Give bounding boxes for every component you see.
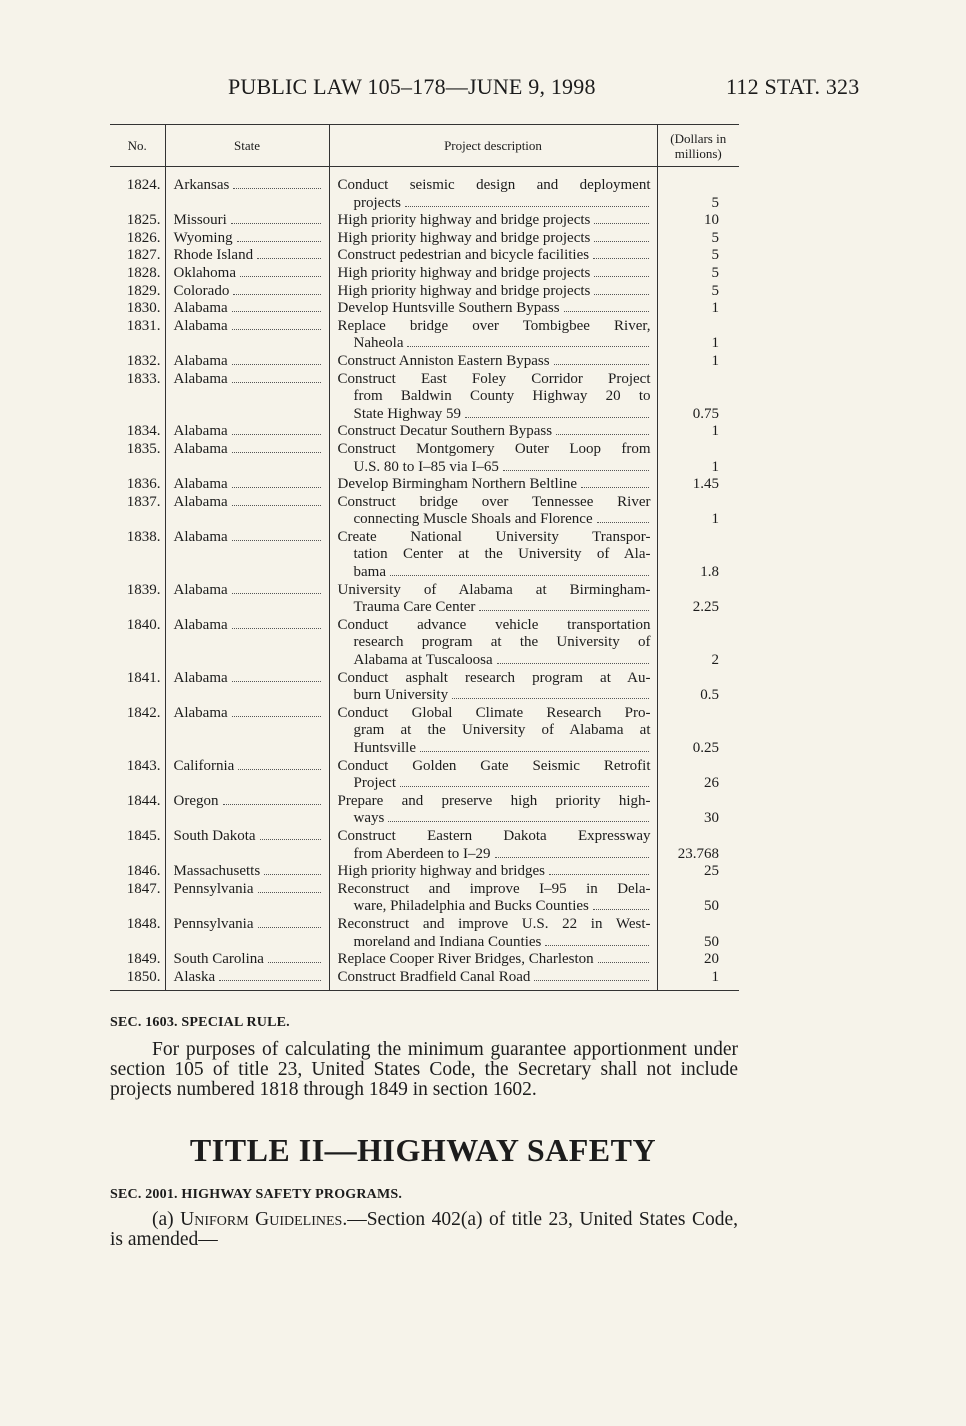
table-row bbox=[110, 212, 739, 230]
cell-number: 1838. bbox=[126, 528, 161, 545]
cell-number: 1842. bbox=[126, 704, 161, 721]
cell-description bbox=[329, 758, 657, 793]
section-1603-text: For purposes of calculating the minimum guarantee apportionment under section 105 of title 23, United States Code, the Secretary shall not include projects numbered 1818 through 1849 in section 1602. bbox=[110, 1039, 738, 1100]
dot-leader bbox=[258, 892, 321, 893]
description-line: moreland and Indiana Counties bbox=[353, 933, 542, 950]
cell-state bbox=[165, 828, 329, 863]
cell-number: 1847. bbox=[126, 880, 161, 897]
cell-description bbox=[329, 476, 657, 494]
description-line: Develop Huntsville Southern Bypass bbox=[337, 300, 560, 317]
dot-leader bbox=[232, 540, 321, 541]
table-row bbox=[110, 793, 739, 828]
cell-number: 1824. bbox=[126, 177, 161, 193]
cell-state bbox=[165, 283, 329, 301]
dot-leader bbox=[232, 681, 321, 682]
table-row bbox=[110, 670, 739, 705]
dot-leader bbox=[232, 505, 321, 506]
description-line: from Baldwin County Highway 20 to bbox=[353, 388, 651, 405]
state-name: Alabama bbox=[173, 317, 228, 334]
cell-description bbox=[329, 705, 657, 758]
cell-number: 1832. bbox=[126, 352, 161, 369]
cell-description bbox=[329, 969, 657, 991]
table-row bbox=[110, 476, 739, 494]
state-name: Missouri bbox=[173, 212, 227, 229]
dot-leader bbox=[420, 751, 649, 752]
description-line: connecting Muscle Shoals and Florence bbox=[353, 511, 593, 528]
cell-state bbox=[165, 167, 329, 213]
description-line: High priority highway and bridge projects bbox=[337, 282, 591, 299]
dot-leader bbox=[268, 962, 321, 963]
description-line: Replace Cooper River Bridges, Charleston bbox=[337, 951, 594, 968]
state-name: Rhode Island bbox=[173, 247, 254, 264]
cell-amount: 1.8 bbox=[657, 529, 739, 582]
cell-amount: 25 bbox=[657, 863, 739, 881]
table-row bbox=[110, 881, 739, 916]
table-row bbox=[110, 582, 739, 617]
state-name: Alabama bbox=[173, 493, 228, 510]
state-name: Oklahoma bbox=[173, 264, 236, 281]
cell-state bbox=[165, 951, 329, 969]
description-line: burn University bbox=[353, 687, 449, 704]
cell-description bbox=[329, 265, 657, 283]
dot-leader bbox=[598, 962, 649, 963]
state-name: Alabama bbox=[173, 423, 228, 440]
table-row bbox=[110, 916, 739, 951]
cell-number: 1845. bbox=[126, 827, 161, 844]
dot-leader bbox=[593, 909, 649, 910]
cell-state bbox=[165, 494, 329, 529]
dot-leader bbox=[232, 311, 321, 312]
cell-description bbox=[329, 670, 657, 705]
cell-description bbox=[329, 951, 657, 969]
dot-leader bbox=[549, 874, 649, 875]
dot-leader bbox=[407, 346, 648, 347]
dot-leader bbox=[495, 857, 649, 858]
subsection-text: .—Section 402(a) of title 23, United States Code, is amended— bbox=[110, 1209, 738, 1250]
cell-state bbox=[165, 300, 329, 318]
table-row bbox=[110, 371, 739, 424]
description-line: Conduct advance vehicle transportation bbox=[337, 616, 651, 633]
cell-state bbox=[165, 353, 329, 371]
cell-amount: 5 bbox=[657, 230, 739, 248]
description-line: Construct Decatur Southern Bypass bbox=[337, 423, 553, 440]
cell-description bbox=[329, 494, 657, 529]
table-row bbox=[110, 300, 739, 318]
cell-number: 1829. bbox=[126, 282, 161, 299]
cell-description bbox=[329, 167, 657, 213]
cell-amount: 1 bbox=[657, 494, 739, 529]
dot-leader bbox=[554, 364, 649, 365]
cell-state bbox=[165, 476, 329, 494]
cell-amount: 20 bbox=[657, 951, 739, 969]
description-line: Reconstruct and improve U.S. 22 in West- bbox=[337, 915, 651, 932]
dot-leader bbox=[497, 663, 649, 664]
cell-state bbox=[165, 371, 329, 424]
cell-state bbox=[165, 670, 329, 705]
cell-description bbox=[329, 793, 657, 828]
dot-leader bbox=[237, 241, 321, 242]
description-line: High priority highway and bridge projects bbox=[337, 212, 591, 229]
cell-state bbox=[165, 881, 329, 916]
description-line: Reconstruct and improve I–95 in Dela- bbox=[337, 880, 651, 897]
cell-amount: 1.45 bbox=[657, 476, 739, 494]
dot-leader bbox=[594, 223, 648, 224]
dot-leader bbox=[232, 434, 321, 435]
section-heading-1603: SEC. 1603. SPECIAL RULE. bbox=[110, 1015, 290, 1030]
description-line: Create National University Transpor- bbox=[337, 528, 651, 545]
dot-leader bbox=[264, 874, 320, 875]
description-line: Conduct Golden Gate Seismic Retrofit bbox=[337, 757, 651, 774]
cell-description bbox=[329, 283, 657, 301]
dot-leader bbox=[232, 382, 321, 383]
dot-leader bbox=[240, 276, 321, 277]
dot-leader bbox=[594, 294, 648, 295]
cell-amount: 5 bbox=[657, 265, 739, 283]
cell-number: 1826. bbox=[126, 229, 161, 246]
table-row bbox=[110, 247, 739, 265]
cell-number: 1827. bbox=[126, 247, 161, 264]
table-row bbox=[110, 951, 739, 969]
cell-amount: 5 bbox=[657, 167, 739, 213]
description-line: Construct East Foley Corridor Project bbox=[337, 370, 651, 387]
cell-state bbox=[165, 582, 329, 617]
table-header-row bbox=[110, 125, 739, 167]
column-header-no: No. bbox=[110, 125, 165, 167]
cell-state bbox=[165, 969, 329, 991]
column-header-amount: (Dollars in millions) bbox=[657, 125, 739, 167]
table-row bbox=[110, 167, 739, 213]
description-line: Construct Bradfield Canal Road bbox=[337, 968, 531, 985]
dot-leader bbox=[231, 223, 321, 224]
dot-leader bbox=[219, 980, 320, 981]
cell-number: 1841. bbox=[126, 669, 161, 686]
dot-leader bbox=[597, 522, 649, 523]
description-line: from Aberdeen to I–29 bbox=[353, 845, 491, 862]
table-body bbox=[110, 167, 739, 991]
description-line: Replace bridge over Tombigbee River, bbox=[337, 317, 651, 334]
cell-state bbox=[165, 617, 329, 670]
cell-amount: 10 bbox=[657, 212, 739, 230]
section-2001-text bbox=[110, 1210, 738, 1250]
cell-number: 1840. bbox=[126, 616, 161, 633]
dot-leader bbox=[400, 786, 649, 787]
cell-number: 1846. bbox=[126, 863, 161, 880]
dot-leader bbox=[564, 311, 649, 312]
cell-amount: 26 bbox=[657, 758, 739, 793]
cell-number: 1849. bbox=[126, 951, 161, 968]
description-line: Conduct seismic design and deployment bbox=[337, 177, 651, 193]
cell-description bbox=[329, 916, 657, 951]
cell-state bbox=[165, 212, 329, 230]
description-line: Project bbox=[353, 775, 396, 792]
table-row bbox=[110, 969, 739, 991]
table-row bbox=[110, 230, 739, 248]
description-line: Naheola bbox=[353, 335, 404, 352]
state-name: Colorado bbox=[173, 282, 230, 299]
cell-amount: 0.5 bbox=[657, 670, 739, 705]
dot-leader bbox=[388, 821, 648, 822]
description-line: University of Alabama at Birmingham- bbox=[337, 581, 651, 598]
cell-state bbox=[165, 441, 329, 476]
dot-leader bbox=[232, 452, 321, 453]
dot-leader bbox=[223, 804, 321, 805]
cell-state bbox=[165, 423, 329, 441]
description-line: Construct Anniston Eastern Bypass bbox=[337, 352, 550, 369]
cell-number: 1839. bbox=[126, 581, 161, 598]
table-row bbox=[110, 828, 739, 863]
description-line: bama bbox=[353, 564, 386, 581]
table-row bbox=[110, 705, 739, 758]
table-row bbox=[110, 441, 739, 476]
description-line: Alabama at Tuscaloosa bbox=[353, 652, 493, 669]
dot-leader bbox=[534, 980, 648, 981]
cell-description bbox=[329, 617, 657, 670]
dot-leader bbox=[233, 294, 320, 295]
subsection-label: (a) bbox=[152, 1209, 181, 1230]
description-line: ware, Philadelphia and Bucks Counties bbox=[353, 898, 589, 915]
cell-amount: 50 bbox=[657, 916, 739, 951]
dot-leader bbox=[232, 487, 321, 488]
dot-leader bbox=[232, 716, 321, 717]
cell-description bbox=[329, 582, 657, 617]
title-heading: TITLE II—HIGHWAY SAFETY bbox=[189, 1132, 657, 1168]
cell-amount: 23.768 bbox=[657, 828, 739, 863]
table-row bbox=[110, 353, 739, 371]
cell-number: 1834. bbox=[126, 423, 161, 440]
dot-leader bbox=[232, 593, 321, 594]
state-name: Pennsylvania bbox=[173, 880, 254, 897]
cell-number: 1825. bbox=[126, 212, 161, 229]
state-name: Alabama bbox=[173, 370, 228, 387]
cell-description bbox=[329, 423, 657, 441]
cell-number: 1835. bbox=[126, 440, 161, 457]
dot-leader bbox=[503, 470, 649, 471]
cell-description bbox=[329, 212, 657, 230]
table-row bbox=[110, 529, 739, 582]
state-name: Alabama bbox=[173, 528, 228, 545]
cell-number: 1837. bbox=[126, 493, 161, 510]
page-citation: 112 STAT. 323 bbox=[726, 74, 860, 99]
description-line: Trauma Care Center bbox=[353, 599, 476, 616]
state-name: Pennsylvania bbox=[173, 915, 254, 932]
cell-state bbox=[165, 793, 329, 828]
dot-leader bbox=[258, 927, 321, 928]
table-row bbox=[110, 494, 739, 529]
table-row bbox=[110, 863, 739, 881]
cell-description bbox=[329, 881, 657, 916]
description-line: High priority highway and bridge projects bbox=[337, 264, 591, 281]
cell-state bbox=[165, 705, 329, 758]
cell-amount: 1 bbox=[657, 318, 739, 353]
description-line: Develop Birmingham Northern Beltline bbox=[337, 476, 578, 493]
dot-leader bbox=[452, 698, 648, 699]
cell-number: 1833. bbox=[126, 370, 161, 387]
cell-state bbox=[165, 318, 329, 353]
state-name: Massachusetts bbox=[173, 863, 261, 880]
description-line: Huntsville bbox=[353, 740, 416, 756]
state-name: Alabama bbox=[173, 352, 228, 369]
state-name: Alabama bbox=[173, 616, 228, 633]
description-line: Construct Eastern Dakota Expressway bbox=[337, 827, 651, 844]
description-line: ways bbox=[353, 810, 385, 827]
dot-leader bbox=[593, 258, 648, 259]
cell-number: 1836. bbox=[126, 476, 161, 493]
description-line: Construct bridge over Tennessee River bbox=[337, 493, 651, 510]
table-row bbox=[110, 423, 739, 441]
description-line: High priority highway and bridge projects bbox=[337, 229, 591, 246]
state-name: Wyoming bbox=[173, 229, 233, 246]
cell-description bbox=[329, 371, 657, 424]
cell-state bbox=[165, 230, 329, 248]
cell-amount: 1 bbox=[657, 300, 739, 318]
cell-amount: 5 bbox=[657, 283, 739, 301]
cell-description bbox=[329, 828, 657, 863]
cell-amount: 50 bbox=[657, 881, 739, 916]
cell-amount: 5 bbox=[657, 247, 739, 265]
cell-number: 1843. bbox=[126, 757, 161, 774]
state-name: Alaska bbox=[173, 968, 216, 985]
state-name: Oregon bbox=[173, 792, 219, 809]
dot-leader bbox=[390, 575, 649, 576]
cell-amount: 2 bbox=[657, 617, 739, 670]
cell-amount: 2.25 bbox=[657, 582, 739, 617]
cell-state bbox=[165, 265, 329, 283]
description-line: projects bbox=[353, 194, 401, 211]
description-line: gram at the University of Alabama at bbox=[353, 722, 651, 739]
running-header: PUBLIC LAW 105–178—JUNE 9, 1998 bbox=[228, 74, 596, 99]
state-name: Alabama bbox=[173, 476, 228, 493]
description-line: research program at the University of bbox=[353, 634, 651, 651]
cell-amount: 1 bbox=[657, 441, 739, 476]
cell-number: 1844. bbox=[126, 792, 161, 809]
cell-amount: 30 bbox=[657, 793, 739, 828]
cell-state bbox=[165, 758, 329, 793]
description-line: Construct pedestrian and bicycle facilities bbox=[337, 247, 590, 264]
dot-leader bbox=[233, 188, 320, 189]
cell-number: 1828. bbox=[126, 264, 161, 281]
dot-leader bbox=[232, 329, 321, 330]
state-name: Alabama bbox=[173, 581, 228, 598]
dot-leader bbox=[545, 945, 648, 946]
cell-amount: 0.75 bbox=[657, 371, 739, 424]
state-name: Alabama bbox=[173, 669, 228, 686]
subsection-heading: Uniform Guidelines bbox=[180, 1209, 343, 1230]
cell-amount: 1 bbox=[657, 353, 739, 371]
cell-description bbox=[329, 863, 657, 881]
dot-leader bbox=[556, 434, 648, 435]
cell-amount: 1 bbox=[657, 969, 739, 991]
cell-number: 1850. bbox=[110, 969, 165, 991]
cell-amount: 1 bbox=[657, 423, 739, 441]
description-line: Conduct asphalt research program at Au- bbox=[337, 669, 651, 686]
dot-leader bbox=[581, 487, 648, 488]
dot-leader bbox=[594, 276, 648, 277]
state-name: Alabama bbox=[173, 300, 228, 317]
cell-state bbox=[165, 247, 329, 265]
description-line: High priority highway and bridges bbox=[337, 863, 545, 880]
cell-description bbox=[329, 318, 657, 353]
cell-description bbox=[329, 230, 657, 248]
column-header-description: Project description bbox=[329, 125, 657, 167]
cell-description bbox=[329, 300, 657, 318]
state-name: South Dakota bbox=[173, 827, 256, 844]
description-line: U.S. 80 to I–85 via I–65 bbox=[353, 458, 499, 475]
state-name: Alabama bbox=[173, 440, 228, 457]
state-name: South Carolina bbox=[173, 951, 264, 968]
cell-description bbox=[329, 247, 657, 265]
dot-leader bbox=[257, 258, 320, 259]
dot-leader bbox=[465, 417, 649, 418]
description-line: tation Center at the University of Ala- bbox=[353, 546, 651, 563]
state-name: California bbox=[173, 757, 235, 774]
cell-description bbox=[329, 529, 657, 582]
cell-state bbox=[165, 863, 329, 881]
cell-description bbox=[329, 441, 657, 476]
section-heading-2001: SEC. 2001. HIGHWAY SAFETY PROGRAMS. bbox=[110, 1187, 403, 1202]
table-row bbox=[110, 283, 739, 301]
cell-state bbox=[165, 529, 329, 582]
table-row bbox=[110, 265, 739, 283]
description-line: Conduct Global Climate Research Pro- bbox=[337, 704, 651, 721]
dot-leader bbox=[232, 364, 321, 365]
dot-leader bbox=[232, 628, 321, 629]
dot-leader bbox=[260, 839, 321, 840]
table-row bbox=[110, 318, 739, 353]
table-row bbox=[110, 617, 739, 670]
cell-number: 1831. bbox=[126, 317, 161, 334]
dot-leader bbox=[479, 610, 648, 611]
cell-amount: 0.25 bbox=[657, 705, 739, 758]
dot-leader bbox=[405, 206, 649, 207]
state-name: Arkansas bbox=[173, 177, 230, 193]
table-row bbox=[110, 758, 739, 793]
column-header-state: State bbox=[165, 125, 329, 167]
description-line: State Highway 59 bbox=[353, 405, 461, 422]
dot-leader bbox=[594, 241, 648, 242]
cell-number: 1830. bbox=[126, 300, 161, 317]
description-line: Prepare and preserve high priority high- bbox=[337, 792, 651, 809]
dot-leader bbox=[238, 769, 320, 770]
state-name: Alabama bbox=[173, 704, 228, 721]
cell-description bbox=[329, 353, 657, 371]
projects-table bbox=[110, 124, 739, 991]
cell-state bbox=[165, 916, 329, 951]
cell-number: 1848. bbox=[126, 915, 161, 932]
description-line: Construct Montgomery Outer Loop from bbox=[337, 440, 651, 457]
